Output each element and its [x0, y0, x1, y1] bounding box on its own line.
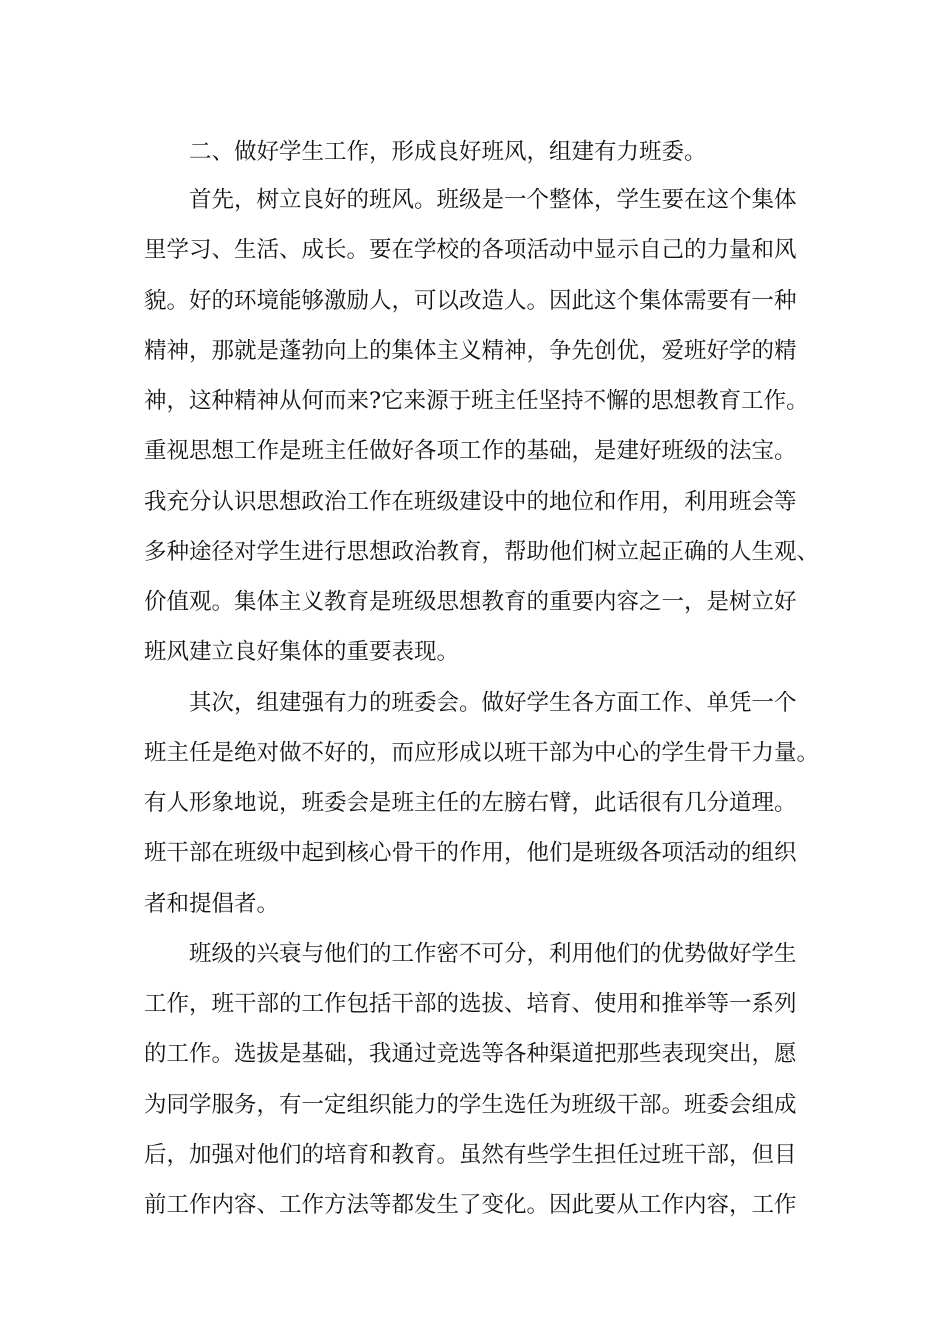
paragraph-line: 重视思想工作是班主任做好各项工作的基础，是建好班级的法宝。: [144, 438, 797, 464]
paragraph-line: 首先，树立良好的班风。班级是一个整体，学生要在这个集体: [189, 187, 797, 213]
paragraph-line: 班主任是绝对做不好的，而应形成以班干部为中心的学生骨干力量。: [144, 740, 820, 766]
paragraph-line: 其次，组建强有力的班委会。做好学生各方面工作、单凭一个: [189, 690, 797, 716]
paragraph-line: 价值观。集体主义教育是班级思想教育的重要内容之一，是树立好: [144, 589, 797, 615]
section-heading: 二、做好学生工作，形成良好班风，组建有力班委。: [189, 139, 707, 165]
paragraph-line: 有人形象地说，班委会是班主任的左膀右臂，此话很有几分道理。: [144, 790, 797, 816]
paragraph-line: 班干部在班级中起到核心骨干的作用，他们是班级各项活动的组织: [144, 840, 797, 866]
paragraph-line: 前工作内容、工作方法等都发生了变化。因此要从工作内容，工作: [144, 1192, 797, 1218]
paragraph-line: 者和提倡者。: [144, 891, 280, 917]
paragraph-line: 我充分认识思想政治工作在班级建设中的地位和作用，利用班会等: [144, 489, 797, 515]
paragraph-line: 班风建立良好集体的重要表现。: [144, 639, 460, 665]
paragraph-line: 多种途径对学生进行思想政治教育，帮助他们树立起正确的人生观、: [144, 539, 820, 565]
paragraph-line: 为同学服务，有一定组织能力的学生选任为班级干部。班委会组成: [144, 1092, 797, 1118]
paragraph-line: 神，这种精神从何而来?它来源于班主任坚持不懈的思想教育工作。: [144, 388, 809, 414]
paragraph-line: 班级的兴衰与他们的工作密不可分，利用他们的优势做好学生: [189, 941, 797, 967]
paragraph-line: 里学习、生活、成长。要在学校的各项活动中显示自己的力量和风: [144, 237, 797, 263]
paragraph-line: 的工作。选拔是基础，我通过竞选等各种渠道把那些表现突出，愿: [144, 1041, 797, 1067]
paragraph-line: 貌。好的环境能够激励人，可以改造人。因此这个集体需要有一种: [144, 288, 797, 314]
paragraph-line: 工作，班干部的工作包括干部的选拔、培育、使用和推举等一系列: [144, 991, 797, 1017]
paragraph-line: 精神，那就是蓬勃向上的集体主义精神，争先创优，爱班好学的精: [144, 338, 797, 364]
paragraph-line: 后，加强对他们的培育和教育。虽然有些学生担任过班干部，但目: [144, 1142, 797, 1168]
